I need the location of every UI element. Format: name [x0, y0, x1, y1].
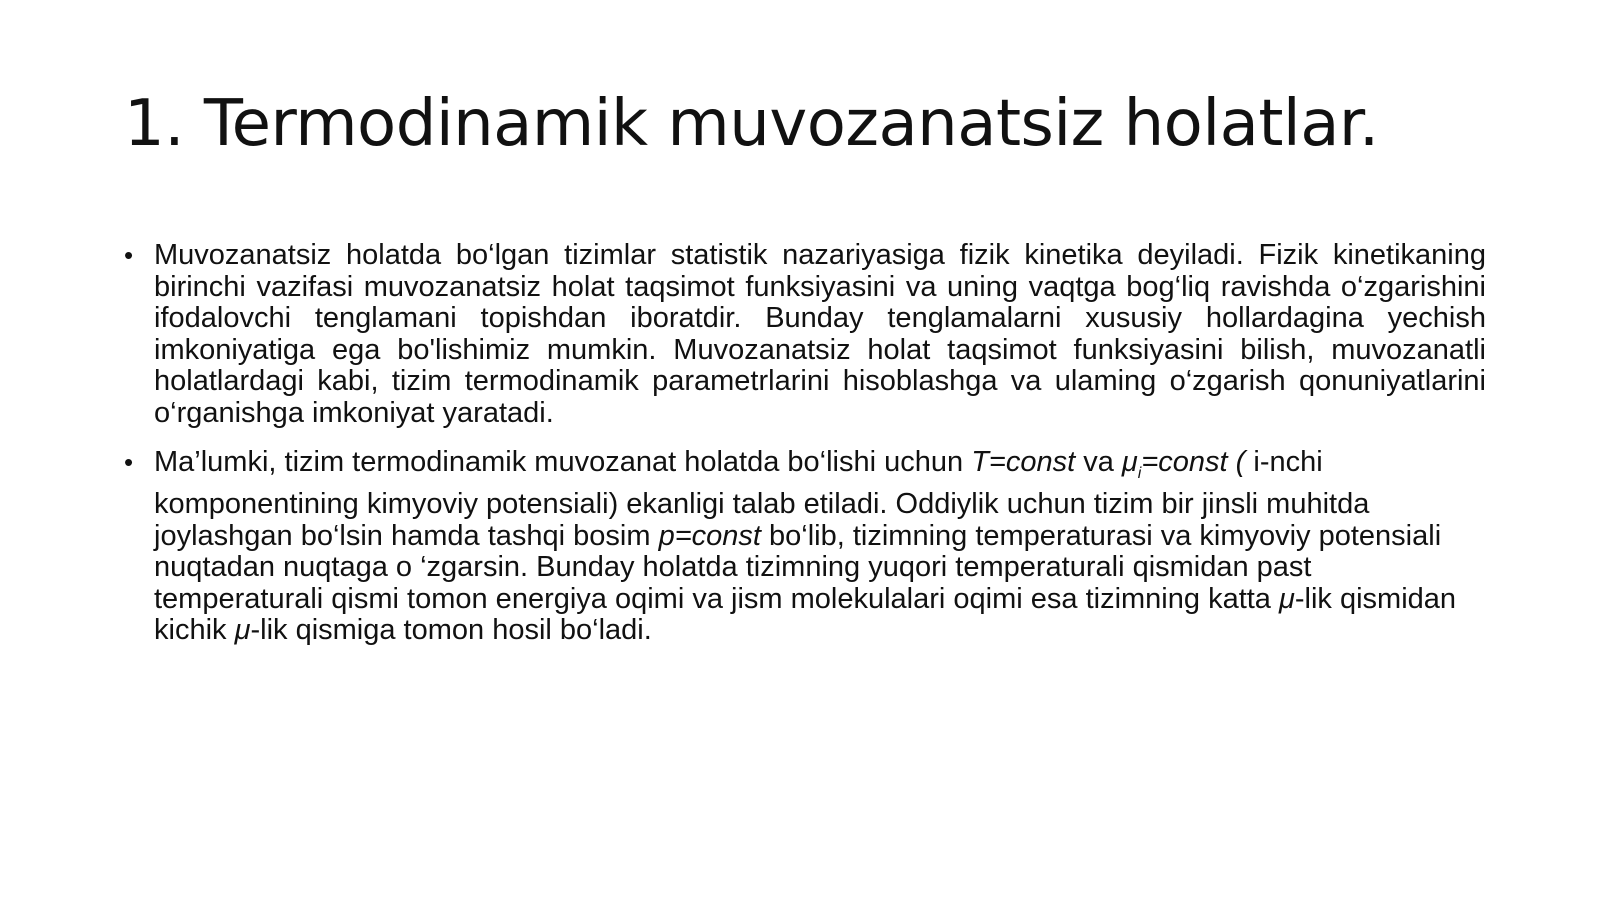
text-segment: i-nchi komponentining kimyoviy potensiali) ekanligi talab etiladi. Oddiylik uchun tizim bir jinsli muhitda joylashgan bo‘lsin hamda tashqi bosim [154, 446, 1370, 552]
text-segment: va [1075, 446, 1122, 478]
pressure-constant: p=const [658, 519, 761, 552]
bullet-list [124, 240, 1486, 647]
mu-subscript: i [1137, 464, 1142, 482]
mu-constant: =const ( [1141, 446, 1246, 478]
slide-title: 1. Termodinamik muvozanatsiz holatlar. [124, 87, 1379, 161]
temperature-constant: T=const [971, 446, 1076, 478]
text-segment: Ma’lumki, tizim termodinamik muvozanat holatda bo‘lishi uchun [154, 446, 972, 478]
text-segment: -lik qismiga tomon hosil bo‘ladi. [250, 614, 652, 647]
mu-symbol: μ [234, 614, 251, 647]
text-segment: bo‘lib, tizimning temperaturasi va kimyoviy potensiali nuqtadan nuqtaga o ‘zgarsin. Bunday holatda tizimning yuqori temperaturali qismidan past temperaturali qismi tomon energiya oqimi va jism molekulalari oqimi esa tizimning katta [154, 519, 1442, 615]
bullet-item-kinetics [124, 240, 1486, 429]
mu-symbol: μ [1121, 446, 1138, 478]
mu-symbol: μ [1279, 582, 1295, 615]
bullet-text: Muvozanatsiz holatda bo‘lgan tizimlar statistik nazariyasiga fizik kinetika deyiladi. Fizik kinetikaning birinchi vazifasi muvozanatsiz holat taqsimot funksiyasini va uning vaqtga bog‘liq ravishda o‘zgarishini ifodalovchi tenglamani topishdan iboratdir. Bunday tenglamalarni xususiy hollardagina yechish imkoniyatiga ega bo'lishimiz mumkin. Muvozanatsiz holat taqsimot funksiyasini bilish, muvozanatli holatlardagi kabi, tizim termodinamik parametrlarini hisoblashga va ulaming o‘zgarish qonuniyatlarini o‘rganishga imkoniyat yaratadi. [154, 239, 1486, 429]
text-segment: -lik qismidan kichik [154, 582, 1457, 647]
bullet-item-equilibrium [124, 447, 1464, 647]
